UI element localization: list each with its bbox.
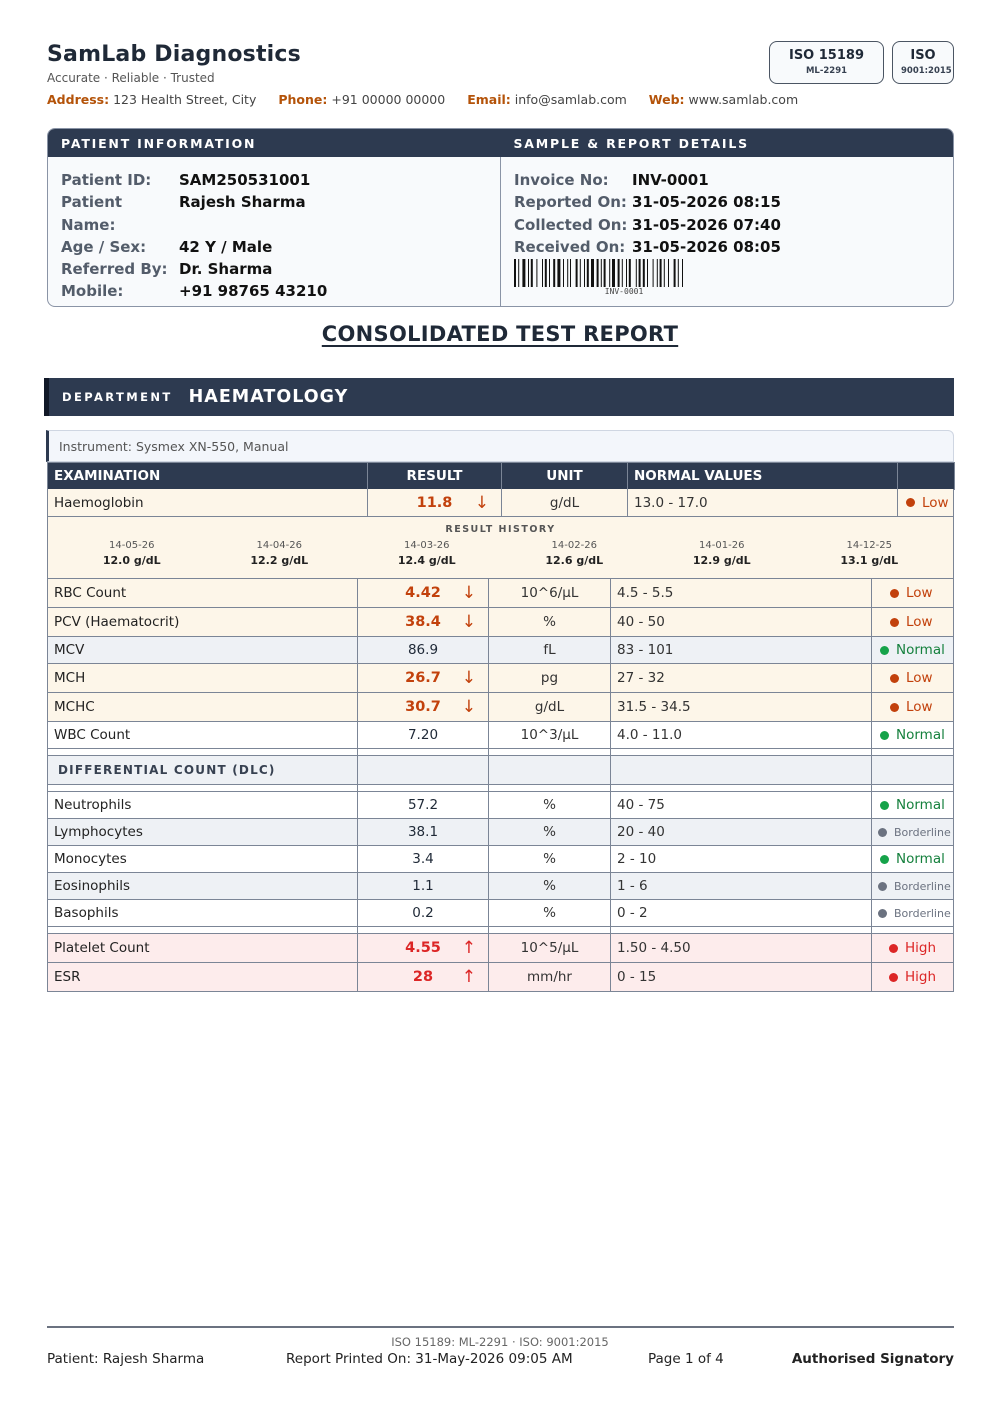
table-row <box>47 722 954 749</box>
header-result: RESULT <box>368 463 502 490</box>
status-text: High <box>905 969 937 985</box>
arrow-down-icon: ↓ <box>474 492 489 513</box>
result-history <box>47 517 954 579</box>
age-sex-value: 42 Y / Male <box>179 237 273 256</box>
barcode-bar <box>660 259 662 287</box>
status-badge <box>872 934 953 962</box>
table-row <box>47 900 954 927</box>
unit-cell: % <box>489 900 611 926</box>
status-dot-icon <box>878 828 887 837</box>
unit-cell: 10^6/µL <box>489 579 611 607</box>
unit-cell: mm/hr <box>489 963 611 991</box>
barcode-bar <box>518 259 519 287</box>
table-row <box>47 792 954 819</box>
iso-9001-badge <box>892 41 954 84</box>
status-badge <box>872 608 953 636</box>
field-label: Mobile: <box>61 282 124 301</box>
badge-title: ISO <box>910 48 936 63</box>
history-value: 12.6 g/dL <box>545 554 604 567</box>
status-text: Borderline <box>894 906 951 920</box>
field-label: Patient ID: <box>61 171 152 189</box>
barcode-bar <box>587 259 589 287</box>
history-date: 14-02-26 <box>551 540 597 551</box>
status-text: Borderline <box>894 825 951 839</box>
address-label: Address: <box>47 92 110 107</box>
exam-name: PCV (Haematocrit) <box>48 608 358 636</box>
normal-range-cell: 4.0 - 11.0 <box>611 722 872 748</box>
arrow-up-icon: ↑ <box>461 967 476 987</box>
normal-range-cell: 0 - 15 <box>611 963 872 991</box>
arrow-down-icon: ↓ <box>461 612 476 632</box>
history-value: 12.0 g/dL <box>102 554 161 567</box>
exam-name: Lymphocytes <box>48 819 358 845</box>
invoice-row <box>514 169 953 191</box>
instrument-info: Instrument: Sysmex XN-550, Manual <box>46 430 954 462</box>
barcode-bar <box>629 259 631 287</box>
result-cell <box>358 900 489 926</box>
unit-cell: g/dL <box>489 693 611 721</box>
barcode-bar <box>567 259 568 287</box>
email <box>467 92 627 107</box>
barcode-bar <box>536 259 537 287</box>
history-item <box>501 540 649 567</box>
sample-details-column <box>501 157 953 306</box>
mobile-row <box>61 280 500 302</box>
result-cell <box>358 934 489 962</box>
status-dot-icon <box>890 703 899 712</box>
collected-on-value: 31-05-2026 07:40 <box>632 215 781 234</box>
footer-iso: ISO 15189: ML-2291 · ISO: 9001:2015 <box>391 1335 609 1349</box>
status-dot-icon <box>878 882 887 891</box>
result-value: 1.1 <box>412 878 434 894</box>
badge-sub: 9001:2015 <box>901 66 952 76</box>
footer-printed-on: Report Printed On: 31-May-2026 09:05 AM <box>286 1351 573 1367</box>
status-text: Low <box>922 494 949 511</box>
footer-patient: Patient: Rajesh Sharma <box>47 1351 205 1367</box>
normal-range-cell: 1.50 - 4.50 <box>611 934 872 962</box>
unit-cell: fL <box>489 637 611 663</box>
patient-name-value: Rajesh Sharma <box>179 193 306 212</box>
exam-name: MCHC <box>48 693 358 721</box>
unit-cell: % <box>489 846 611 872</box>
barcode-bar <box>647 259 648 287</box>
unit-cell: % <box>489 792 611 818</box>
result-value: 28 <box>412 969 434 985</box>
barcode-bar <box>612 259 615 287</box>
authorised-signatory: Authorised Signatory <box>791 1351 954 1367</box>
result-value: 38.1 <box>407 824 439 840</box>
result-value: 7.20 <box>407 727 439 743</box>
exam-name: Platelet Count <box>48 934 358 962</box>
exam-name: Neutrophils <box>48 792 358 818</box>
header-flag <box>898 463 955 490</box>
barcode-bar <box>618 259 620 287</box>
normal-range-cell: 40 - 50 <box>611 608 872 636</box>
collected-on-row <box>514 214 953 236</box>
normal-range-cell: 2 - 10 <box>611 846 872 872</box>
barcode-bar <box>570 259 571 287</box>
arrow-up-icon: ↑ <box>461 938 476 958</box>
barcode-bar <box>563 259 564 287</box>
phone-label: Phone: <box>278 92 328 107</box>
barcode-bar <box>531 259 533 287</box>
address-value: 123 Health Street, City <box>113 92 257 107</box>
status-dot-icon <box>880 855 889 864</box>
barcode-bar <box>542 259 543 287</box>
barcode-bar <box>653 259 654 287</box>
mobile-value: +91 98765 43210 <box>179 282 328 301</box>
status-text: Normal <box>896 642 945 658</box>
barcode-bar <box>601 259 602 287</box>
web-label: Web: <box>648 92 685 107</box>
web-value: www.samlab.com <box>688 92 799 107</box>
result-value: 11.8 <box>416 494 453 511</box>
department-bar <box>44 378 954 416</box>
history-value: 12.2 g/dL <box>250 554 309 567</box>
email-value: info@samlab.com <box>514 92 627 107</box>
status-dot-icon <box>890 618 899 627</box>
table-row <box>47 664 954 693</box>
patient-info-card <box>47 128 954 307</box>
dlc-heading: DIFFERENTIAL COUNT (DLC) <box>48 756 358 784</box>
normal-range-cell: 31.5 - 34.5 <box>611 693 872 721</box>
status-badge <box>872 819 953 845</box>
result-cell <box>358 873 489 899</box>
result-history-grid <box>48 540 953 567</box>
status-badge <box>872 637 953 663</box>
barcode <box>514 259 734 287</box>
field-label: Received On: <box>514 237 626 256</box>
status-dot-icon <box>906 498 915 507</box>
arrow-down-icon: ↓ <box>461 668 476 688</box>
barcode-text: INV-0001 <box>604 287 644 296</box>
patient-info-column <box>48 157 501 306</box>
table-row <box>47 846 954 873</box>
unit-cell: % <box>489 873 611 899</box>
iso-15189-badge <box>769 41 884 84</box>
barcode-bar <box>643 259 645 287</box>
history-value: 13.1 g/dL <box>840 554 899 567</box>
unit-cell: % <box>489 819 611 845</box>
barcode-bar <box>522 259 525 287</box>
unit-cell: 10^5/µL <box>489 934 611 962</box>
barcode-bar <box>664 259 665 287</box>
status-dot-icon <box>890 589 899 598</box>
report-title: CONSOLIDATED TEST REPORT <box>321 322 679 346</box>
phone <box>278 92 445 107</box>
field-label: Patient Name: <box>61 193 123 234</box>
badge-sub: ML-2291 <box>805 66 848 76</box>
exam-name: MCV <box>48 637 358 663</box>
patient-name-row <box>61 191 500 236</box>
barcode-bar <box>580 259 581 287</box>
status-text: Normal <box>896 727 945 743</box>
result-value: 4.55 <box>405 940 441 956</box>
result-value: 3.4 <box>412 851 434 867</box>
sample-details-heading: SAMPLE & REPORT DETAILS <box>513 136 749 151</box>
history-item <box>796 540 944 567</box>
result-cell <box>358 693 489 721</box>
history-value: 12.9 g/dL <box>692 554 751 567</box>
header-examination: EXAMINATION <box>48 463 368 490</box>
unit-cell: g/dL <box>502 489 628 516</box>
exam-name: Eosinophils <box>48 873 358 899</box>
barcode-bar <box>604 259 606 287</box>
result-cell <box>358 637 489 663</box>
normal-range-cell: 27 - 32 <box>611 664 872 692</box>
status-text: Normal <box>896 797 945 813</box>
referred-by-row <box>61 258 500 280</box>
status-badge <box>872 792 953 818</box>
table-row <box>47 873 954 900</box>
history-item <box>58 540 206 567</box>
result-value: 57.2 <box>407 797 439 813</box>
barcode-bar <box>657 259 658 287</box>
result-cell <box>358 608 489 636</box>
status-dot-icon <box>889 973 898 982</box>
table-row <box>47 608 954 637</box>
result-value: 4.42 <box>405 585 441 601</box>
status-text: Low <box>906 614 933 630</box>
arrow-down-icon: ↓ <box>461 583 476 603</box>
referred-by-value: Dr. Sharma <box>179 260 273 279</box>
status-dot-icon <box>889 944 898 953</box>
unit-cell: pg <box>489 664 611 692</box>
result-value: 38.4 <box>405 614 441 630</box>
exam-name: WBC Count <box>48 722 358 748</box>
status-badge <box>872 722 953 748</box>
barcode-bar <box>622 259 623 287</box>
barcode-bar <box>545 259 547 287</box>
normal-range-cell: 40 - 75 <box>611 792 872 818</box>
field-label: Referred By: <box>61 260 168 279</box>
department-name: HAEMATOLOGY <box>188 387 349 407</box>
history-date: 14-03-26 <box>404 540 450 551</box>
footer-divider <box>47 1326 954 1328</box>
barcode-bar <box>639 259 641 287</box>
history-value: 12.4 g/dL <box>397 554 456 567</box>
lab-tagline: Accurate · Reliable · Trusted <box>47 71 215 85</box>
status-badge <box>872 873 953 899</box>
header-normal-values: NORMAL VALUES <box>628 463 898 490</box>
phone-value: +91 00000 00000 <box>331 92 446 107</box>
result-cell <box>358 819 489 845</box>
status-dot-icon <box>878 909 887 918</box>
table-row <box>47 934 954 963</box>
result-cell <box>358 664 489 692</box>
status-badge <box>872 846 953 872</box>
status-badge <box>872 664 953 692</box>
table-row <box>47 693 954 722</box>
unit-cell: 10^3/µL <box>489 722 611 748</box>
history-item <box>206 540 354 567</box>
exam-name: MCH <box>48 664 358 692</box>
contact-row <box>47 92 816 107</box>
exam-name: Monocytes <box>48 846 358 872</box>
barcode-bar <box>514 259 516 287</box>
barcode-bar <box>528 259 529 287</box>
status-badge <box>872 693 953 721</box>
table-spacer-row <box>47 785 954 792</box>
normal-range-cell: 20 - 40 <box>611 819 872 845</box>
patient-id-row <box>61 169 500 191</box>
table-spacer-row <box>47 927 954 934</box>
status-badge <box>872 900 953 926</box>
status-dot-icon <box>880 731 889 740</box>
history-date: 14-04-26 <box>256 540 302 551</box>
status-text: Low <box>906 585 933 601</box>
table-row-haemoglobin <box>47 489 954 517</box>
result-cell <box>358 846 489 872</box>
field-label: Reported On: <box>514 193 627 212</box>
reported-on-row <box>514 191 953 213</box>
barcode-bar <box>636 259 637 287</box>
barcode-bar <box>678 259 679 287</box>
unit-cell: % <box>489 608 611 636</box>
field-label: Invoice No: <box>514 171 609 189</box>
exam-name: ESR <box>48 963 358 991</box>
status-dot-icon <box>880 801 889 810</box>
barcode-bar <box>626 259 627 287</box>
result-cell <box>358 792 489 818</box>
footer-page-number: Page 1 of 4 <box>648 1351 724 1367</box>
barcode-bar <box>668 259 669 287</box>
table-row <box>47 579 954 608</box>
department-label: DEPARTMENT <box>62 390 173 404</box>
status-badge <box>872 579 953 607</box>
invoice-value: INV-0001 <box>632 171 709 189</box>
header-unit: UNIT <box>502 463 628 490</box>
result-cell <box>358 579 489 607</box>
status-text: Normal <box>896 851 945 867</box>
received-on-value: 31-05-2026 08:05 <box>632 237 781 256</box>
barcode-bar <box>576 259 578 287</box>
badge-title: ISO 15189 <box>788 48 864 63</box>
arrow-down-icon: ↓ <box>461 697 476 717</box>
received-on-row <box>514 236 953 258</box>
result-value: 0.2 <box>412 905 434 921</box>
normal-range-cell: 83 - 101 <box>611 637 872 663</box>
result-cell <box>358 722 489 748</box>
patient-info-heading: PATIENT INFORMATION <box>61 136 257 151</box>
exam-name: Haemoglobin <box>48 489 368 516</box>
result-value: 30.7 <box>405 699 441 715</box>
normal-range-cell: 13.0 - 17.0 <box>628 489 898 516</box>
barcode-bar <box>682 259 683 287</box>
barcode-bar <box>591 259 594 287</box>
status-badge <box>872 963 953 991</box>
exam-name: RBC Count <box>48 579 358 607</box>
dlc-heading-row <box>47 756 954 785</box>
history-date: 14-05-26 <box>109 540 155 551</box>
email-label: Email: <box>467 92 511 107</box>
info-card-header <box>48 129 953 157</box>
barcode-bar <box>609 259 610 287</box>
barcode-bar <box>674 259 676 287</box>
field-label: Collected On: <box>514 215 628 234</box>
normal-range-cell: 1 - 6 <box>611 873 872 899</box>
history-date: 14-12-25 <box>846 540 892 551</box>
status-text: Low <box>906 699 933 715</box>
patient-id-value: SAM250531001 <box>179 171 311 189</box>
barcode-bar <box>597 259 599 287</box>
history-date: 14-01-26 <box>699 540 745 551</box>
status-dot-icon <box>890 674 899 683</box>
barcode-bar <box>557 259 560 287</box>
table-spacer-row <box>47 749 954 756</box>
history-item <box>353 540 501 567</box>
table-row <box>47 963 954 992</box>
table-row <box>47 637 954 664</box>
status-text: Low <box>906 670 933 686</box>
normal-range-cell: 4.5 - 5.5 <box>611 579 872 607</box>
lab-name: SamLab Diagnostics <box>47 42 301 67</box>
status-text: High <box>905 940 937 956</box>
results-table-header <box>47 462 955 490</box>
exam-name: Basophils <box>48 900 358 926</box>
status-text: Borderline <box>894 879 951 893</box>
result-value: 86.9 <box>407 642 439 658</box>
iso-badges <box>769 41 954 84</box>
result-value: 26.7 <box>405 670 441 686</box>
result-cell <box>358 963 489 991</box>
normal-range-cell: 0 - 2 <box>611 900 872 926</box>
barcode-bar <box>549 259 550 287</box>
barcode-bar <box>553 259 555 287</box>
barcode-bar <box>584 259 585 287</box>
web <box>649 92 798 107</box>
reported-on-value: 31-05-2026 08:15 <box>632 193 781 212</box>
age-sex-row <box>61 236 500 258</box>
address <box>47 92 256 107</box>
history-item <box>648 540 796 567</box>
status-badge <box>898 489 953 516</box>
result-cell <box>368 489 502 516</box>
field-label: Age / Sex: <box>61 237 147 256</box>
status-dot-icon <box>880 646 889 655</box>
result-history-title: RESULT HISTORY <box>445 524 556 535</box>
table-row <box>47 819 954 846</box>
